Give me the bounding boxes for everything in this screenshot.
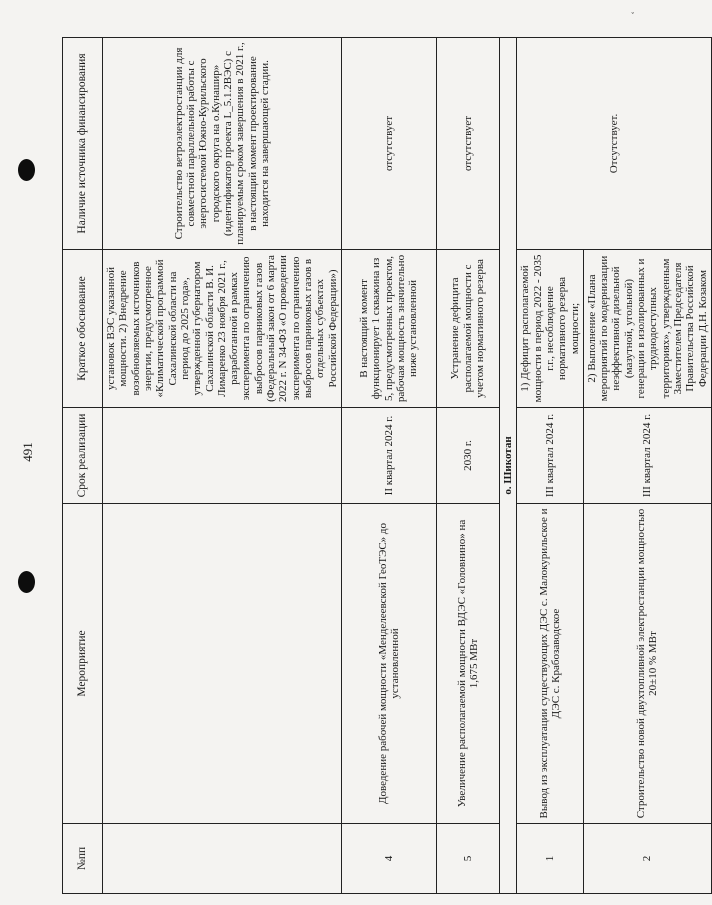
table-row-continued: [103, 38, 342, 894]
section-header-row: [499, 38, 516, 894]
cell-term: II квартал 2024 г.: [341, 408, 436, 504]
cell-event: Строительство новой двухтопливной электростанции мощностью 20±10 % МВт: [583, 504, 711, 824]
cell-reason: 1) Дефицит располагаемой мощности в период 2022 - 2035 г.г., несоблюдение нормативного резерва мощности;: [517, 250, 584, 408]
cell-reason: 2) Выполнение «Плана мероприятий по модернизации неэффективной дизельной (мазутной, угольной) генерации в изолированных и труднодоступных территориях», утвержденным Заместителем Председателя Правительства Российской Федерации Д.Н. Козаком: [583, 250, 711, 408]
header-event: Мероприятие: [63, 504, 103, 824]
header-funding: Наличие источника финансирования: [63, 38, 103, 250]
island-title: о. Шикотан: [499, 38, 516, 894]
table-row: [341, 38, 436, 894]
cell-term: 2030 г.: [436, 408, 499, 504]
cell-num: 4: [341, 824, 436, 894]
header-term: Срок реализации: [63, 408, 103, 504]
header-reason: Краткое обоснование: [63, 250, 103, 408]
page-number: 491: [20, 442, 35, 462]
cell-num: 5: [436, 824, 499, 894]
cell-funding: Строительство ветроэлектростанции для совместной параллельной работы с энергосистемой Южно-Курильского городского округа на о.Кунашир» (идентификатор проекта L_5.1.2ВЭС) с планируемым сроком завершения в 2021 г., в настоящий момент проектирование находится на завершающей стадии.: [103, 38, 342, 250]
table-container: [62, 38, 709, 894]
measures-table: [62, 37, 712, 894]
cell-num: [103, 824, 342, 894]
cell-reason: В настоящий момент функционирует 1 скважина из 5, предусмотренных проектом, рабочая мощность значительно ниже установленной: [341, 250, 436, 408]
header-num: №пп: [63, 824, 103, 894]
table-row: [436, 38, 499, 894]
rotated-table: [62, 38, 709, 894]
punch-hole-top: [18, 159, 35, 181]
cell-num: 2: [583, 824, 711, 894]
cell-reason: установок ВЭС указанной мощности. 2) Внедрение возобновляемых источников энергии, предусмотренное «Климатической программой Сахалинской области на период до 2025 года», утвержденной губернатором Сахалинской области В. И. Лимаренко 23 ноября 2021 г., разработанной в рамках эксперимента по ограничению выбросов парниковых газов (Федеральный закон от 6 марта 2022 г. N 34-ФЗ «О проведении эксперимента по ограничению выбросов парниковых газов в отдельных субъектах Российской Федерации»): [103, 250, 342, 408]
cell-event: Вывод из эксплуатации существующих ДЭС с. Малокурильское и ДЭС с. Крабозаводское: [517, 504, 584, 824]
cell-funding: Отсутствует.: [517, 38, 712, 250]
cell-term: III квартал 2024 г.: [583, 408, 711, 504]
cell-funding: отсутствует: [436, 38, 499, 250]
scan-mark: ˇ: [631, 11, 634, 20]
cell-term: [103, 408, 342, 504]
cell-reason: Устранение дефицита располагаемой мощности с учетом нормативного резерва: [436, 250, 499, 408]
table-row: [517, 38, 584, 894]
cell-event: [103, 504, 342, 824]
table-header-row: [63, 38, 103, 894]
cell-event: Доведение рабочей мощности «Менделеевской ГеоТЭС» до установленной: [341, 504, 436, 824]
cell-num: 1: [517, 824, 584, 894]
cell-funding: отсутствует: [341, 38, 436, 250]
punch-hole-bottom: [18, 571, 35, 593]
cell-event: Увеличение располагаемой мощности ВДЭС «Головнино» на 1,675 МВт: [436, 504, 499, 824]
cell-term: III квартал 2024 г.: [517, 408, 584, 504]
